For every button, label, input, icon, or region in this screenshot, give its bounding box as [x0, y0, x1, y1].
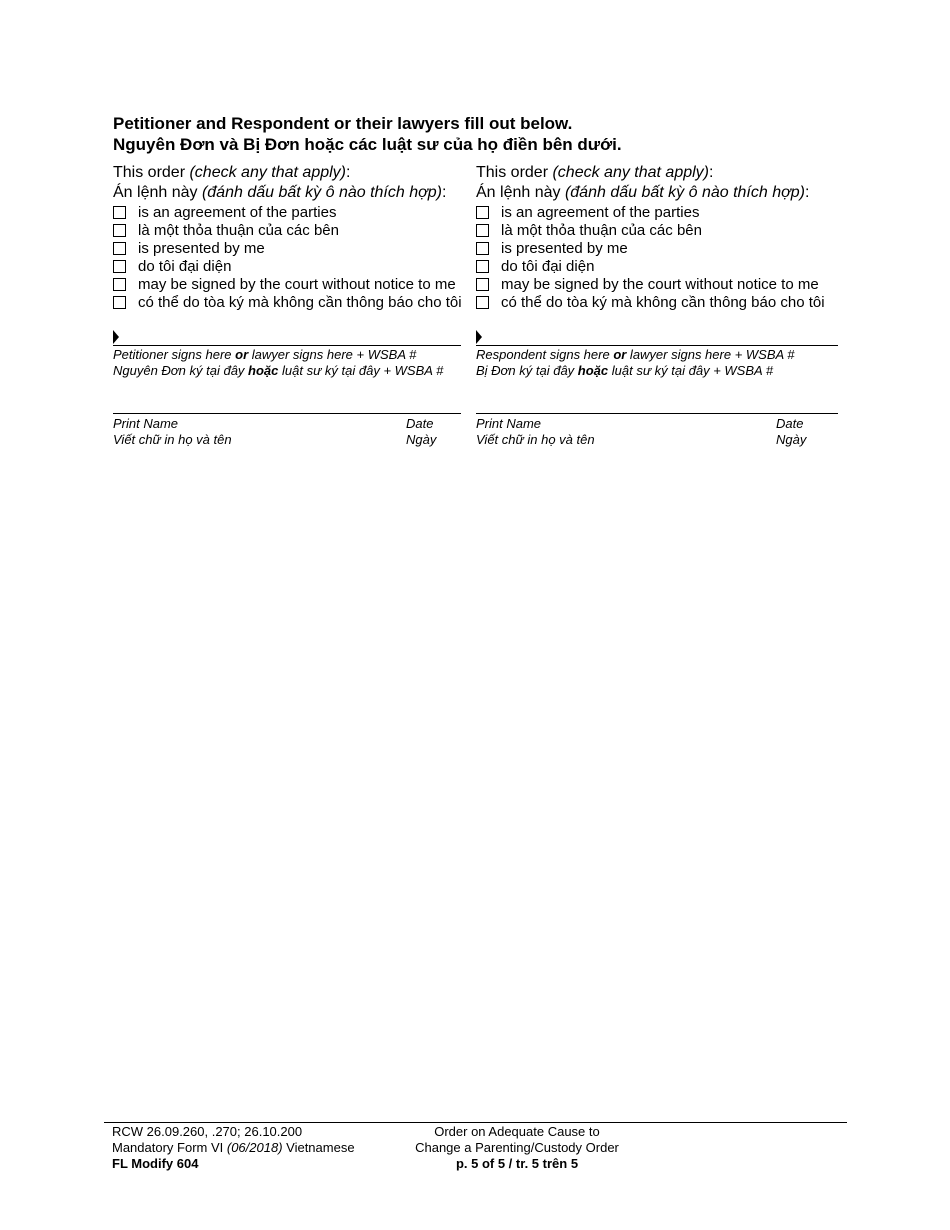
option-presented: is presented by me — [113, 239, 483, 257]
petitioner-print-name-caption — [113, 416, 232, 448]
option-presented-vi: do tôi đại diện — [113, 257, 483, 275]
heading-english: Petitioner and Respondent or their lawyers fill out below. — [113, 114, 573, 133]
sign-here-arrow-icon — [113, 330, 119, 344]
checkbox[interactable] — [113, 260, 126, 273]
checkbox[interactable] — [476, 296, 489, 309]
respondent-order-options — [476, 163, 846, 311]
checkbox[interactable] — [113, 296, 126, 309]
checkbox[interactable] — [476, 278, 489, 291]
option-without-notice: may be signed by the court without notice to me — [476, 275, 846, 293]
footer-page-number: p. 5 of 5 / tr. 5 trên 5 — [455, 1156, 579, 1171]
petitioner-date-caption — [406, 416, 436, 448]
option-agreement: is an agreement of the parties — [113, 203, 483, 221]
option-without-notice-vi: có thể do tòa ký mà không cần thông báo cho tôi — [113, 293, 483, 311]
sign-here-arrow-icon — [476, 330, 482, 344]
checkbox[interactable] — [113, 278, 126, 291]
print-name-english: Print Name — [113, 416, 179, 431]
petitioner-signature-caption — [113, 347, 443, 379]
option-without-notice: may be signed by the court without notice to me — [113, 275, 483, 293]
footer-rcw: RCW 26.09.260, .270; 26.10.200 — [112, 1124, 303, 1139]
heading-vietnamese: Nguyên Đơn và Bị Đơn hoặc các luật sư của họ điền bên dưới. — [113, 135, 622, 154]
respondent-signature-caption — [476, 347, 795, 379]
order-intro-english: This order (check any that apply): — [476, 164, 714, 181]
footer-title-line1: Order on Adequate Cause to — [434, 1124, 600, 1139]
print-name-english: Print Name — [476, 416, 542, 431]
caption-english: Respondent signs here or lawyer signs here + WSBA # — [476, 347, 795, 362]
checkbox[interactable] — [476, 224, 489, 237]
checkbox[interactable] — [476, 242, 489, 255]
footer-form-id: FL Modify 604 — [112, 1156, 199, 1171]
footer-title-line2: Change a Parenting/Custody Order — [415, 1140, 619, 1155]
option-presented: is presented by me — [476, 239, 846, 257]
footer-form-version: Mandatory Form VI (06/2018) Vietnamese — [112, 1140, 355, 1155]
footer-divider — [104, 1122, 847, 1123]
checkbox[interactable] — [113, 242, 126, 255]
respondent-print-name-caption — [476, 416, 595, 448]
footer-form-info — [112, 1124, 355, 1172]
date-vietnamese: Ngày — [406, 432, 437, 447]
caption-vietnamese: Nguyên Đơn ký tại đây hoặc luật sư ký tại đây + WSBA # — [113, 363, 444, 378]
caption-english: Petitioner signs here or lawyer signs here + WSBA # — [113, 347, 417, 362]
respondent-date-caption — [776, 416, 806, 448]
date-english: Date — [776, 416, 804, 431]
print-name-vietnamese: Viết chữ in họ và tên — [113, 432, 232, 447]
section-heading — [113, 113, 622, 155]
option-agreement: is an agreement of the parties — [476, 203, 846, 221]
option-presented-vi: do tôi đại diện — [476, 257, 846, 275]
footer-document-title — [392, 1124, 642, 1172]
checkbox[interactable] — [476, 260, 489, 273]
option-agreement-vi: là một thỏa thuận của các bên — [113, 221, 483, 239]
petitioner-print-name-line[interactable] — [113, 413, 461, 414]
date-vietnamese: Ngày — [776, 432, 807, 447]
petitioner-signature-line[interactable] — [113, 345, 461, 346]
checkbox[interactable] — [476, 206, 489, 219]
date-english: Date — [406, 416, 434, 431]
option-agreement-vi: là một thỏa thuận của các bên — [476, 221, 846, 239]
checkbox[interactable] — [113, 224, 126, 237]
order-intro-english: This order (check any that apply): — [113, 164, 351, 181]
order-intro-vietnamese: Án lệnh này (đánh dấu bất kỳ ô nào thích hợp): — [476, 184, 810, 201]
caption-vietnamese: Bị Đơn ký tại đây hoặc luật sư ký tại đây + WSBA # — [476, 363, 774, 378]
respondent-print-name-line[interactable] — [476, 413, 838, 414]
order-intro-vietnamese: Án lệnh này (đánh dấu bất kỳ ô nào thích hợp): — [113, 184, 447, 201]
respondent-signature-line[interactable] — [476, 345, 838, 346]
option-without-notice-vi: có thể do tòa ký mà không cần thông báo cho tôi — [476, 293, 846, 311]
petitioner-order-options — [113, 163, 483, 311]
checkbox[interactable] — [113, 206, 126, 219]
print-name-vietnamese: Viết chữ in họ và tên — [476, 432, 595, 447]
